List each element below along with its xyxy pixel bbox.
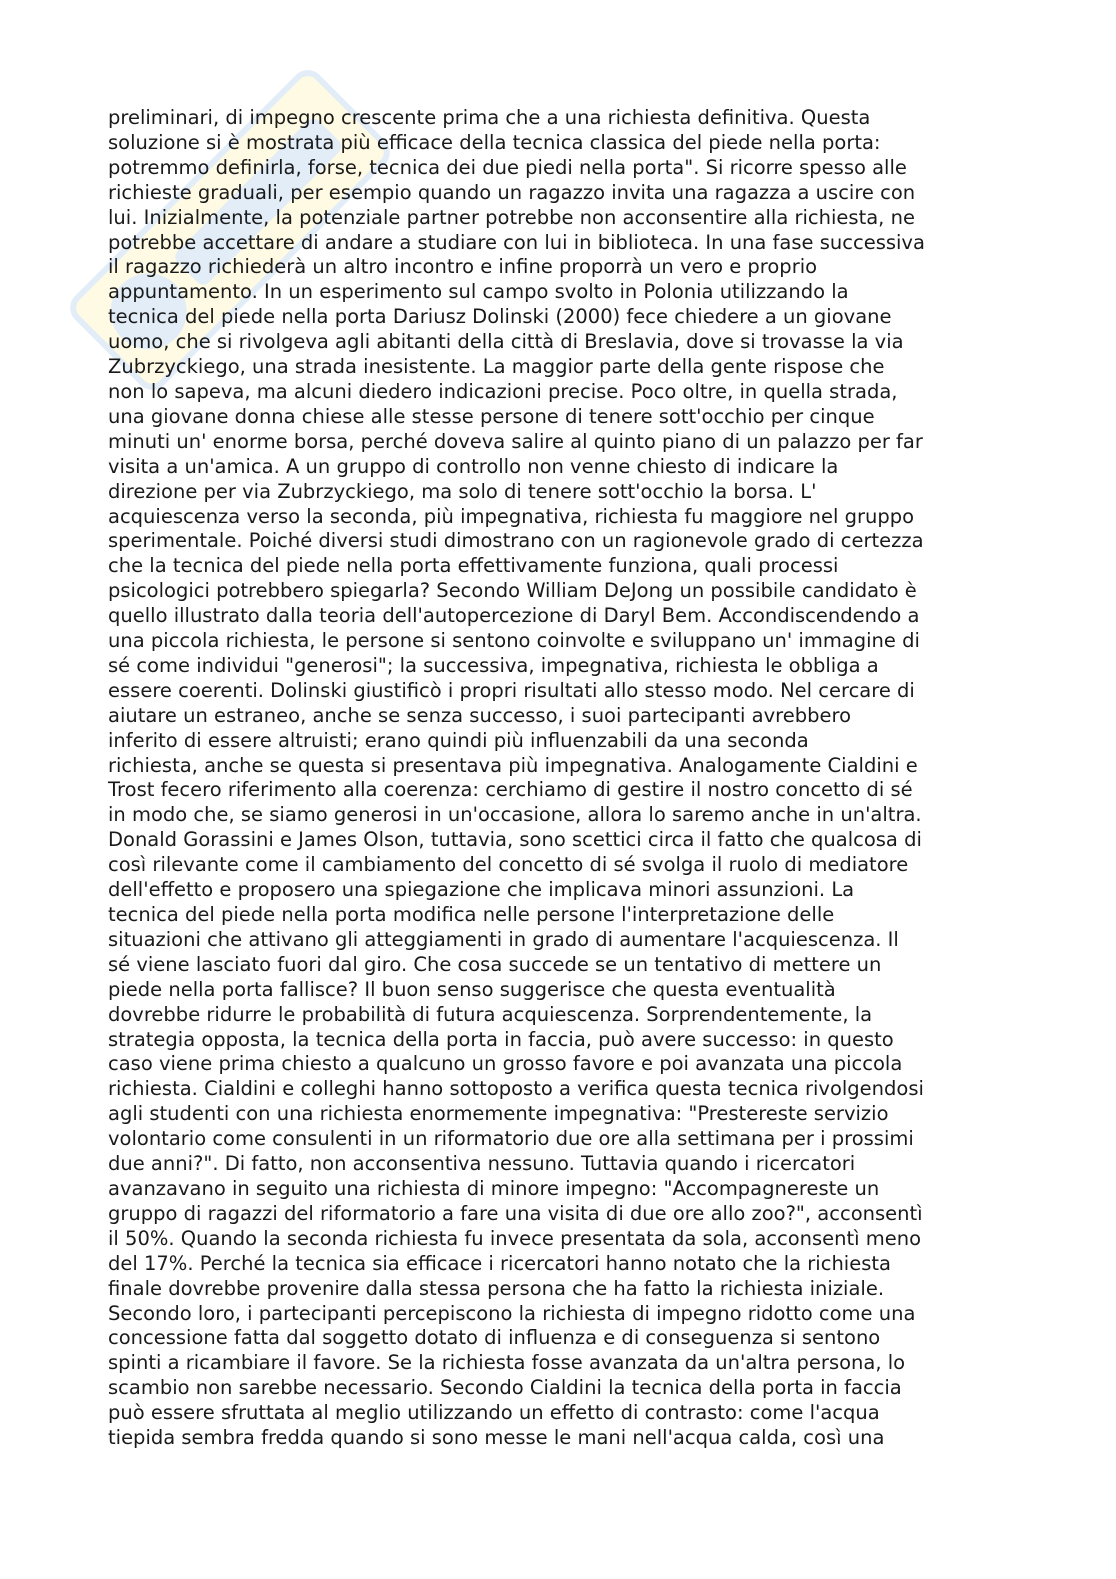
text-line: acquiescenza verso la seconda, più impegnativa, richiesta fu maggiore nel gruppo: [108, 504, 915, 528]
text-line: tiepida sembra fredda quando si sono messe le mani nell'acqua calda, così una: [108, 1426, 885, 1450]
text-line: quello illustrato dalla teoria dell'autopercezione di Daryl Bem. Accondiscendendo a: [108, 604, 920, 628]
text-line: richiesta, anche se questa si presentava più impegnativa. Analogamente Cialdini e: [108, 753, 918, 777]
text-line: Trost fecero riferimento alla coerenza: cerchiamo di gestire il nostro concetto di sé: [108, 778, 913, 802]
text-line: caso viene prima chiesto a qualcuno un grosso favore e poi avanzata una piccola: [108, 1052, 903, 1076]
text-line: dell'effetto e proposero una spiegazione che implicava minori assunzioni. La: [108, 878, 855, 902]
text-line: agli studenti con una richiesta enormemente impegnativa: "Prestereste servizio: [108, 1102, 889, 1126]
text-line: spinti a ricambiare il favore. Se la richiesta fosse avanzata da un'altra persona, lo: [108, 1351, 906, 1375]
text-line: sé come individui "generosi"; la successiva, impegnativa, richiesta le obbliga a: [108, 653, 879, 677]
text-line: lui. Inizialmente, la potenziale partner potrebbe non acconsentire alla richiesta, ne: [108, 205, 915, 229]
text-line: una piccola richiesta, le persone si sentono coinvolte e sviluppano un' immagine di: [108, 629, 920, 653]
text-line: non lo sapeva, ma alcuni diedero indicazioni precise. Poco oltre, in quella strada,: [108, 379, 898, 403]
text-line: direzione per via Zubrzyckiego, ma solo di tenere sott'occhio la borsa. L': [108, 479, 817, 503]
text-line: preliminari, di impegno crescente prima che a una richiesta definitiva. Questa: [108, 106, 871, 129]
text-line: Zubrzyckiego, una strada inesistente. La maggior parte della gente rispose che: [108, 355, 885, 379]
text-line: due anni?". Di fatto, non acconsentiva nessuno. Tuttavia quando i ricercatori: [108, 1152, 856, 1176]
text-line: il 50%. Quando la seconda richiesta fu invece presentata da sola, acconsentì meno: [108, 1226, 922, 1250]
text-line: richiesta. Cialdini e colleghi hanno sottoposto a verifica questa tecnica rivolgendosi: [108, 1077, 924, 1101]
text-line: tecnica del piede nella porta Dariusz Dolinski (2000) fece chiedere a un giovane: [108, 305, 892, 329]
text-line: soluzione si è mostrata più efficace della tecnica classica del piede nella porta:: [108, 130, 881, 154]
text-line: psicologici potrebbero spiegarla? Secondo William DeJong un possibile candidato è: [108, 579, 917, 603]
text-line: visita a un'amica. A un gruppo di controllo non venne chiesto di indicare la: [108, 454, 839, 478]
text-line: potremmo definirla, forse, tecnica dei due piedi nella porta". Si ricorre spesso alle: [108, 155, 907, 179]
text-line: tecnica del piede nella porta modifica nelle persone l'interpretazione delle: [108, 903, 835, 926]
text-line: in modo che, se siamo generosi in un'occasione, allora lo saremo anche in un'altra.: [108, 803, 922, 827]
text-line: uomo, che si rivolgeva agli abitanti della città di Breslavia, dove si trovasse la via: [108, 330, 904, 354]
text-line: dovrebbe ridurre le probabilità di futura acquiescenza. Sorprendentemente, la: [108, 1002, 873, 1026]
text-line: sé viene lasciato fuori dal giro. Che cosa succede se un tentativo di mettere un: [108, 952, 882, 976]
text-line: essere coerenti. Dolinski giustificò i propri risultati allo stesso modo. Nel cercare di: [108, 678, 915, 702]
document-body: [108, 106, 1013, 1451]
text-line: così rilevante come il cambiamento del concetto di sé svolga il ruolo di mediatore: [108, 853, 909, 877]
text-line: finale dovrebbe provenire dalla stessa persona che ha fatto la richiesta iniziale.: [108, 1276, 885, 1300]
text-line: una giovane donna chiese alle stesse persone di tenere sott'occhio per cinque: [108, 404, 875, 428]
text-line: strategia opposta, la tecnica della porta in faccia, può avere successo: in questo: [108, 1027, 894, 1051]
text-line: inferito di essere altruisti; erano quindi più influenzabili da una seconda: [108, 728, 809, 752]
text-line: sperimentale. Poiché diversi studi dimostrano con un ragionevole grado di certezza: [108, 529, 924, 553]
text-line: aiutare un estraneo, anche se senza successo, i suoi partecipanti avrebbero: [108, 703, 852, 727]
text-line: richieste graduali, per esempio quando un ragazzo invita una ragazza a uscire con: [108, 180, 916, 204]
text-line: il ragazzo richiederà un altro incontro e infine proporrà un vero e proprio: [108, 255, 818, 279]
text-line: può essere sfruttata al meglio utilizzando un effetto di contrasto: come l'acqua: [108, 1401, 880, 1425]
text-line: Donald Gorassini e James Olson, tuttavia, sono scettici circa il fatto che qualcosa di: [108, 828, 922, 852]
text-line: avanzavano in seguito una richiesta di minore impegno: "Accompagnereste un: [108, 1176, 880, 1200]
text-line: situazioni che attivano gli atteggiamenti in grado di aumentare l'acquiescenza. Il: [108, 927, 899, 951]
text-line: scambio non sarebbe necessario. Secondo Cialdini la tecnica della porta in faccia: [108, 1376, 902, 1400]
text-line: del 17%. Perché la tecnica sia efficace i ricercatori hanno notato che la richiesta: [108, 1251, 891, 1275]
text-line: concessione fatta dal soggetto dotato di influenza e di conseguenza si sentono: [108, 1326, 881, 1350]
text-line: Secondo loro, i partecipanti percepiscono la richiesta di impegno ridotto come una: [108, 1301, 916, 1325]
text-line: potrebbe accettare di andare a studiare con lui in biblioteca. In una fase successiva: [108, 230, 925, 254]
text-line: volontario come consulenti in un riformatorio due ore alla settimana per i prossimi: [108, 1127, 914, 1151]
text-line: minuti un' enorme borsa, perché doveva salire al quinto piano di un palazzo per far: [108, 429, 923, 453]
text-line: appuntamento. In un esperimento sul campo svolto in Polonia utilizzando la: [108, 280, 849, 304]
text-line: piede nella porta fallisce? Il buon senso suggerisce che questa eventualità: [108, 977, 836, 1001]
text-line: gruppo di ragazzi del riformatorio a fare una visita di due ore allo zoo?", acconsentì: [108, 1201, 923, 1225]
text-line: che la tecnica del piede nella porta effettivamente funziona, quali processi: [108, 554, 839, 578]
